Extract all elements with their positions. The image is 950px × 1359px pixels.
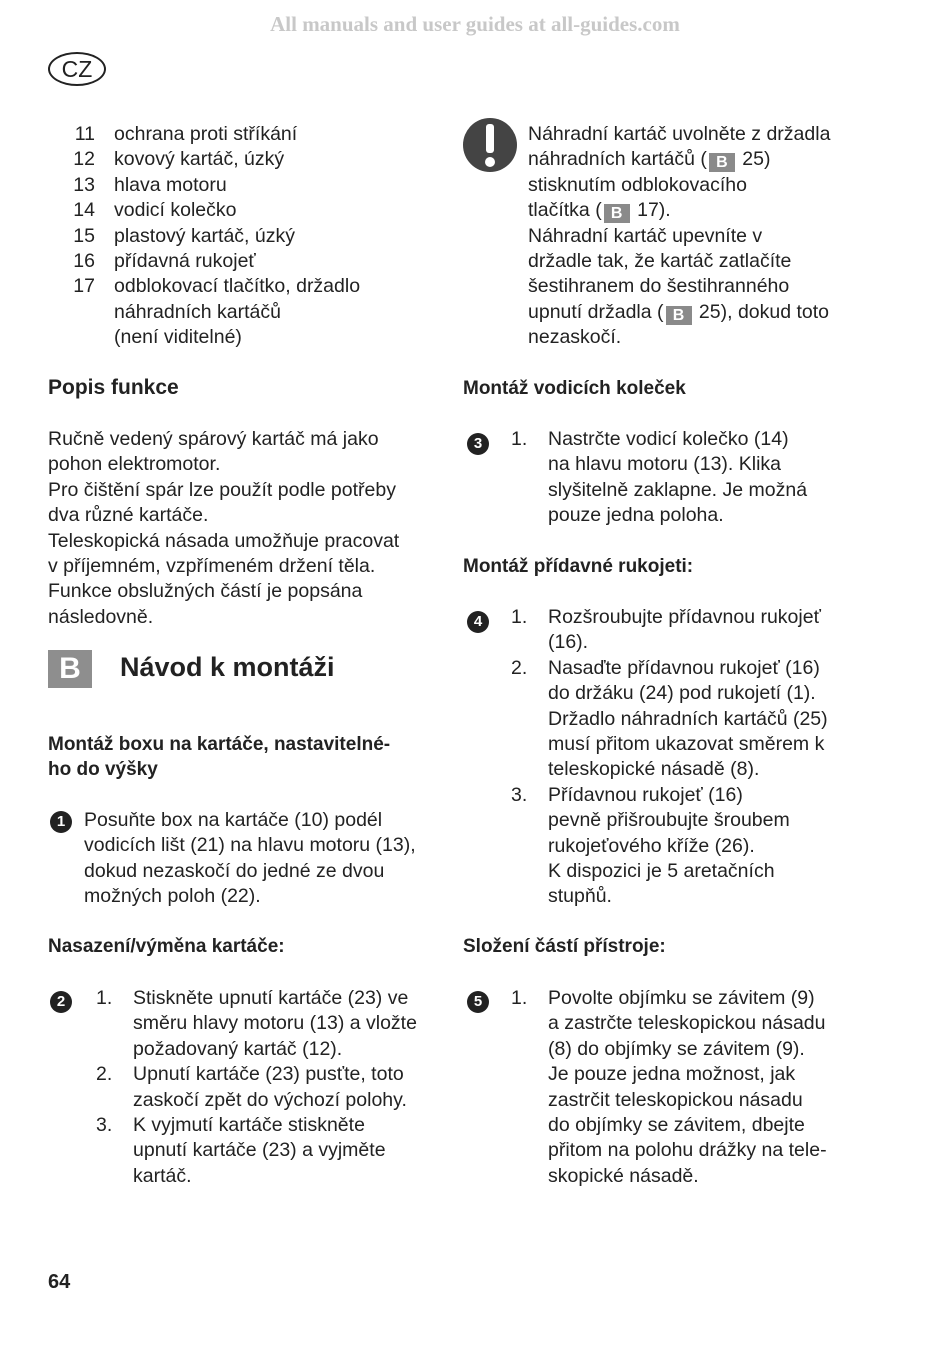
step-number xyxy=(511,834,548,859)
step-number: 1. xyxy=(511,987,528,1009)
item-text: ochrana proti stříkání xyxy=(114,123,298,145)
item-text: kovový kartáč, úzký xyxy=(114,148,285,171)
text: šestihranem do šestihranného xyxy=(528,275,790,298)
step-number: 2. xyxy=(96,1063,113,1086)
step-text: a zastrčte teleskopickou násadu xyxy=(548,1012,826,1035)
list-item xyxy=(48,122,448,147)
paragraph-line xyxy=(84,808,454,833)
text: 25) xyxy=(736,148,771,171)
text: náhradních kartáčů ( xyxy=(528,148,707,171)
heading-line: ho do výšky xyxy=(48,759,158,781)
item-text: (není viditelné) xyxy=(114,326,242,349)
popis-paragraph xyxy=(48,427,448,630)
step-number xyxy=(96,1037,133,1062)
language-badge: CZ xyxy=(48,52,106,86)
step-text: Nastrčte vodicí kolečko (14) xyxy=(548,428,789,450)
list-item xyxy=(48,274,448,299)
step-line xyxy=(96,1062,456,1087)
line-text: následovně. xyxy=(48,605,154,628)
paragraph-line xyxy=(48,427,448,452)
item-number: 12 xyxy=(73,148,95,171)
step-line xyxy=(96,1011,456,1036)
step-circle-3: 3 xyxy=(467,433,489,455)
heading-vodici-kolecek: Montáž vodicích koleček xyxy=(463,378,686,399)
step-number xyxy=(511,681,548,706)
paragraph-line xyxy=(48,605,448,630)
heading-slozeni: Složení částí přístroje: xyxy=(463,936,666,957)
heading-popis-funkce: Popis funkce xyxy=(48,376,179,399)
step-line xyxy=(511,656,881,681)
step-line xyxy=(96,986,456,1011)
paragraph-line xyxy=(84,859,454,884)
step-line xyxy=(511,732,881,757)
step-text: rukojeťového kříže (26). xyxy=(548,834,755,857)
line-text: Posuňte box na kartáče (10) podél xyxy=(84,809,383,831)
paragraph-line xyxy=(48,503,448,528)
warning-paragraph xyxy=(528,122,908,351)
section-b-badge: B xyxy=(48,650,92,688)
warning-line xyxy=(528,274,908,299)
line-text: Ručně vedený spárový kartáč má jako xyxy=(48,428,379,450)
step-number xyxy=(511,630,548,655)
step-text: kartáč. xyxy=(133,1164,192,1187)
warning-line xyxy=(528,224,908,249)
step-number: 1. xyxy=(511,606,528,628)
text: držadle tak, že kartáč zatlačíte xyxy=(528,250,792,273)
warning-line xyxy=(528,122,908,147)
text: nezaskočí. xyxy=(528,326,622,349)
step-number xyxy=(511,732,548,757)
step-text: Nasaďte přídavnou rukojeť (16) xyxy=(548,656,820,679)
slozeni-steps xyxy=(511,986,881,1189)
step-text: přitom na polohu drážky na tele- xyxy=(548,1139,827,1162)
step-line xyxy=(511,783,881,808)
list-item xyxy=(48,249,448,274)
step-line xyxy=(511,681,881,706)
item-text: přídavná rukojeť xyxy=(114,250,256,273)
paragraph-line xyxy=(48,452,448,477)
step-number xyxy=(96,1138,133,1163)
pridavne-steps xyxy=(511,605,881,910)
item-number: 11 xyxy=(74,123,95,145)
step-text: (8) do objímky se závitem (9). xyxy=(548,1037,805,1060)
page-number: 64 xyxy=(48,1271,71,1293)
step-text: stupňů. xyxy=(548,885,612,908)
step-number xyxy=(511,503,548,528)
text: upnutí držadla ( xyxy=(528,300,664,323)
line-text: Pro čištění spár lze použít podle potřeby xyxy=(48,478,396,501)
step-text: pouze jedna poloha. xyxy=(548,504,724,527)
step-number xyxy=(96,1164,133,1189)
step-text: do objímky se závitem, dbejte xyxy=(548,1114,805,1137)
warning-line xyxy=(528,325,908,350)
step-number xyxy=(511,859,548,884)
text: Náhradní kartáč uvolněte z držadla xyxy=(528,123,831,145)
item-number xyxy=(48,300,114,325)
step-number: 3. xyxy=(511,783,528,806)
warning-icon xyxy=(463,118,517,172)
step-line xyxy=(96,1037,456,1062)
step-line xyxy=(511,1037,881,1062)
warning-line xyxy=(528,300,908,325)
line-text: možných poloh (22). xyxy=(84,885,261,908)
step-text: teleskopické násadě (8). xyxy=(548,758,760,781)
paragraph-line xyxy=(48,554,448,579)
step-text: Rozšroubujte přídavnou rukojeť xyxy=(548,606,821,628)
step-number xyxy=(511,478,548,503)
step-number xyxy=(96,1088,133,1113)
step-number: 2. xyxy=(511,656,528,679)
text: stisknutím odblokovacího xyxy=(528,173,747,196)
line-text: Funkce obslužných částí je popsána xyxy=(48,580,363,603)
list-item xyxy=(48,224,448,249)
step-number xyxy=(511,1062,548,1087)
step-circle-1: 1 xyxy=(50,811,72,833)
step-number xyxy=(511,808,548,833)
line-text: dva různé kartáče. xyxy=(48,504,209,527)
heading-pridavne-rukojeti: Montáž přídavné rukojeti: xyxy=(463,556,694,577)
step-number xyxy=(96,1011,133,1036)
line-text: dokud nezaskočí do jedné ze dvou xyxy=(84,859,385,882)
item-text: náhradních kartáčů xyxy=(114,300,281,323)
parts-list xyxy=(48,122,448,351)
step-number xyxy=(511,1164,548,1189)
text: Náhradní kartáč upevníte v xyxy=(528,224,763,247)
step-line xyxy=(511,1138,881,1163)
item-number: 16 xyxy=(73,250,95,273)
heading-montaz-boxu xyxy=(48,732,448,783)
warning-line xyxy=(528,173,908,198)
step-line xyxy=(511,884,881,909)
line-text: pohon elektromotor. xyxy=(48,453,221,476)
paragraph-line xyxy=(84,884,454,909)
list-item xyxy=(48,147,448,172)
step-number xyxy=(511,1037,548,1062)
step-text: (16). xyxy=(548,631,589,654)
step-line xyxy=(511,1011,881,1036)
nasazeni-steps xyxy=(96,986,456,1189)
step-text: Stiskněte upnutí kartáče (23) ve xyxy=(133,987,409,1009)
step-text: Přídavnou rukojeť (16) xyxy=(548,783,743,806)
item-number: 15 xyxy=(73,224,95,247)
step-text: K dispozici je 5 aretačních xyxy=(548,860,775,883)
step-number: 1. xyxy=(511,428,528,450)
step-text: pevně přišroubujte šroubem xyxy=(548,809,790,832)
item-number: 17 xyxy=(73,275,95,298)
paragraph-line xyxy=(84,833,454,858)
section-b-ref-badge: B xyxy=(709,153,735,172)
step-circle-4: 4 xyxy=(467,611,489,633)
step-line xyxy=(511,986,881,1011)
step-number: 3. xyxy=(96,1114,113,1137)
step-text: skopické násadě. xyxy=(548,1164,699,1187)
step-text: zastrčit teleskopickou násadu xyxy=(548,1088,803,1111)
list-item xyxy=(48,325,448,350)
step-line xyxy=(511,757,881,782)
step-line xyxy=(511,1164,881,1189)
step-line xyxy=(96,1138,456,1163)
item-number xyxy=(48,325,114,350)
step-line xyxy=(511,707,881,732)
item-number: 14 xyxy=(73,199,95,222)
watermark: All manuals and user guides at all-guides.com xyxy=(270,12,680,36)
step-line xyxy=(511,452,881,477)
text: 17). xyxy=(631,199,671,222)
montaz-box-paragraph xyxy=(84,808,454,910)
list-item xyxy=(48,198,448,223)
step-text: slyšitelně zaklapne. Je možná xyxy=(548,478,808,501)
vodici-steps xyxy=(511,427,881,529)
paragraph-line xyxy=(48,478,448,503)
section-b-ref-badge: B xyxy=(604,204,630,223)
step-text: Držadlo náhradních kartáčů (25) xyxy=(548,707,828,730)
step-text: do držáku (24) pod rukojetí (1). xyxy=(548,682,816,705)
line-text: v příjemném, vzpřímeném držení těla. xyxy=(48,555,376,578)
item-number: 13 xyxy=(73,173,95,196)
warning-line xyxy=(528,249,908,274)
step-number xyxy=(511,1138,548,1163)
list-item xyxy=(48,300,448,325)
step-line xyxy=(511,427,881,452)
step-text: musí přitom ukazovat směrem k xyxy=(548,733,825,756)
step-number xyxy=(511,1011,548,1036)
step-number xyxy=(511,757,548,782)
item-text: vodicí kolečko xyxy=(114,199,237,222)
heading-nasazeni: Nasazení/výměna kartáče: xyxy=(48,936,285,957)
text: tlačítka ( xyxy=(528,199,602,222)
paragraph-line xyxy=(48,529,448,554)
list-item xyxy=(48,173,448,198)
step-line xyxy=(96,1088,456,1113)
item-text: odblokovací tlačítko, držadlo xyxy=(114,275,361,298)
step-text: Je pouze jedna možnost, jak xyxy=(548,1063,796,1086)
step-line xyxy=(511,630,881,655)
step-line xyxy=(511,503,881,528)
step-number xyxy=(511,884,548,909)
step-number xyxy=(511,452,548,477)
step-text: K vyjmutí kartáče stiskněte xyxy=(133,1114,365,1137)
item-text: hlava motoru xyxy=(114,173,227,196)
warning-line xyxy=(528,198,908,223)
step-number xyxy=(511,1088,548,1113)
step-line xyxy=(511,834,881,859)
section-b-ref-badge: B xyxy=(666,306,692,325)
step-circle-5: 5 xyxy=(467,991,489,1013)
step-text: směru hlavy motoru (13) a vložte xyxy=(133,1012,417,1035)
step-line xyxy=(96,1113,456,1138)
step-number xyxy=(511,707,548,732)
step-number xyxy=(511,1113,548,1138)
line-text: vodicích lišt (21) na hlavu motoru (13), xyxy=(84,834,416,857)
step-text: požadovaný kartáč (12). xyxy=(133,1037,343,1060)
step-line xyxy=(511,1113,881,1138)
step-line xyxy=(96,1164,456,1189)
step-line xyxy=(511,1088,881,1113)
item-text: plastový kartáč, úzký xyxy=(114,224,295,247)
warning-line xyxy=(528,147,908,172)
step-text: Upnutí kartáče (23) pusťte, toto xyxy=(133,1063,404,1086)
paragraph-line xyxy=(48,579,448,604)
section-b-title: Návod k montáži xyxy=(120,652,335,682)
step-line xyxy=(511,1062,881,1087)
text: 25), dokud toto xyxy=(693,300,830,323)
step-text: na hlavu motoru (13). Klika xyxy=(548,453,782,476)
step-text: zaskočí zpět do výchozí polohy. xyxy=(133,1088,407,1111)
step-circle-2: 2 xyxy=(50,991,72,1013)
heading-line: Montáž boxu na kartáče, nastavitelné- xyxy=(48,734,391,755)
line-text: Teleskopická násada umožňuje pracovat xyxy=(48,529,400,552)
step-number: 1. xyxy=(96,987,113,1009)
step-line xyxy=(511,859,881,884)
step-line xyxy=(511,478,881,503)
step-text: upnutí kartáče (23) a vyjměte xyxy=(133,1139,386,1162)
step-line xyxy=(511,605,881,630)
step-line xyxy=(511,808,881,833)
step-text: Povolte objímku se závitem (9) xyxy=(548,987,815,1009)
